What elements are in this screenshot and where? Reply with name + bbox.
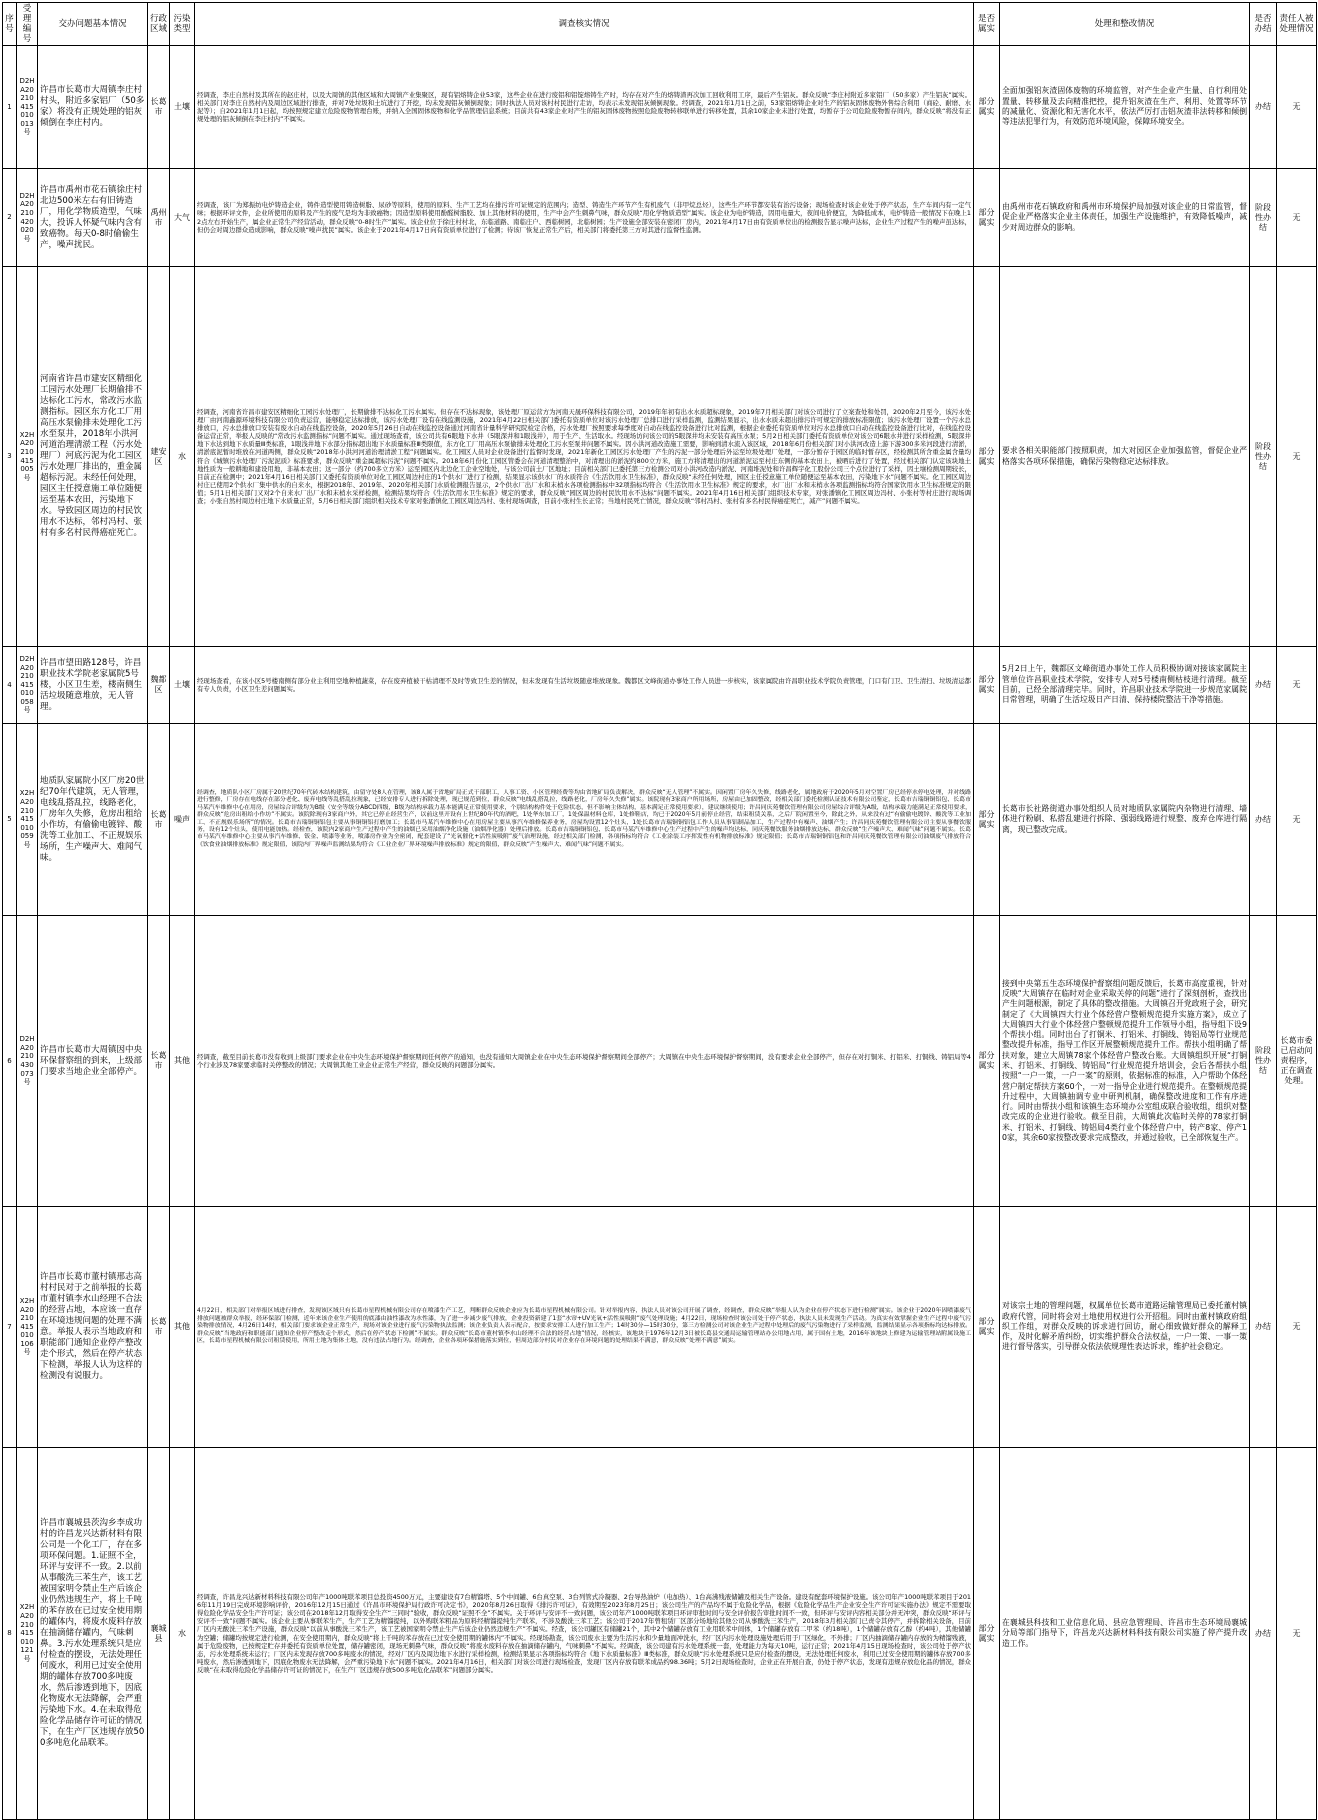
cell-accountability: 无 (1277, 46, 1317, 169)
cell-investigation: 经现场查看，在该小区5号楼南侧有部分业主利用空地种植蔬菜，存在废弃植被干枯清理不及时等致卫生差的情况，但未发现有生活垃圾随意堆放现象。魏都区文峰街道办事处工作人员进一步核实，该家属院由许昌职业技术学院负责管理，门口有门卫、卫生清扫、垃圾清运都有专人负责，小区卫生差问题属实。 (195, 647, 974, 724)
cell-issue: 许昌市长葛市大周镇李庄村村头，附近多家铝厂（50多家）将没有正规处理的铝灰倾倒在李庄村内。 (38, 46, 148, 169)
cell-district: 长葛市 (148, 724, 170, 916)
table-header-row (3, 3, 1317, 46)
cell-id: X2HA20210415010059号 (17, 724, 38, 916)
header-seq: 序号 (3, 3, 17, 46)
cell-investigation: 经调查，截至目前长葛市没有收到上级部门要求企业在中央生态环境保护督察期间任何停产的通知，也没有通知大周镇企业在中央生态环境保护督察期间全部停产；大周镇在中央生态环境保护督察期间，没有要求企业全部停产，但存在对打铜米、打铝米、打铜线、铸铝局等4个行业涉及78家要求临时关停整改的情况；大周镇其他工业企业正常生产经营，群众反映的问题部分属实。 (195, 916, 974, 1207)
cell-district: 长葛市 (148, 916, 170, 1207)
table-row (3, 1207, 1317, 1448)
cell-district: 长葛市 (148, 46, 170, 169)
cell-handling: 要求各相关职能部门按照职责，加大对园区企业加强监管，督促企业严格落实各项环保措施，确保污染物稳定达标排放。 (1000, 267, 1250, 647)
table-row (3, 916, 1317, 1207)
cell-handling: 由禹州市花石镇政府和禹州市环境保护局加强对该企业的日常监管，督促企业严格落实企业主体责任，加强生产设施维护，有效降低噪声，减少对周边群众的影响。 (1000, 169, 1250, 267)
cell-investigation: 经调查，地质队小区厂房属于20世纪70年代砖木结构建筑，由留守处8人在管理，该8人属于省地矿局正式干部职工，人事工资、小区管理经费等均由省地矿局负责解决，群众反映“无人管理”不属实。因闲置厂房年久失修，线路老化，属地政府于2020年5月对空置厂房已经停水停电处理，并对线路进行整修，厂房存在电线存在部分老化、废弃电线等乱搭乱拉现象，已经安排专人进行拆除处理，现已规范到位，群众反映“电线乱搭乱拉，线路老化，厂房年久失修”属实。该院现有3家商户所用场所，房屋由已加固整改，经相关部门委托检测认证技术有限公司鉴定，长葛市吉瑞铜铜铝包、长葛市马某汽车维修中心在用房，房屋综合评级均为B级（安全等级分ABCD四级，B级为结构承载力基本能满足正常使用要求，个别结构构件处于危险状态，但不影响主体结构，基本满足正常使用要求），建议继续使用；许昌同庆苑餐饮管理有限公司房屋综合评级为A级，结构承载力能满足正常使用要求，群众反映“危房出租给小作坊”不属实。该院除现有3家商户外，其它已停止经营生产，以前这里开设有上世纪80年代的酒吧，1处华东加工厂，1处保温材料仓库，1处修鞋店，均已于2020年5月前停止经营，结束租赁关系，之后厂院闲置至今，除此之外，从来没有过“有偷偷电镀锌、酸洗等工业加工、不正规娱乐场所”的情况。长葛市吉瑞铜铜铝包主要从事铜铜铝打磨加工；长葛市马某汽车维修中心在用房屋主要从事汽车维修保养业务，房屋均设置12个灶头，1处长葛市吉瑞铜铜铝包工作人员从事铝制品加工，生产过程中有噪声、油烟产生；许昌同庆苑餐饮管理有限公司主要从事餐饮服务，设有12个灶头，使用电能加热。经检查，该院内2家商户生产过程中产生的油烟已采用油烟净化设施（油烟净化器）处理后排放。长葛市吉瑞铜铜铝包、长葛市马某汽车维修中心生产过程中产生的噪声均达标，同庆苑餐饮服务油烟排放达标，群众反映“生产噪声大、难闻气味”问题不属实。长葛市马某汽车维修中心主要从事汽车维修、钣金、喷漆等业务，喷漆房作业为全密闭，配套建设了“光氧催化+活性炭吸附”废气治理设施，经过相关部门检测，各项指标均符合《工业涂装工序挥发性有机物排放标准》规定限值；长葛市吉瑞铜铜铝包和许昌同庆苑餐饮管理有限公司油烟废气排放符合《饮食业油烟排放标准》规定限值，该院内厂界噪声监测结果均符合《工业企业厂界环境噪声排放标准》规定的限值，群众反映“产生噪声大、难闻气味”问题不属实。 (195, 724, 974, 916)
cell-seq: 3 (3, 267, 17, 647)
cell-handling: 在襄城县科技和工业信息化局、县应急管理局、许昌市生态环境局襄城分局等部门指导下，许昌龙兴达新材料科技有限公司实施了停产提升改造工作。 (1000, 1448, 1250, 1820)
table-row (3, 1448, 1317, 1820)
complaint-table (2, 2, 1317, 1820)
cell-handling: 对该宗土地的管理问题，权属单位长葛市道路运输管理局已委托董村镇政府代管，同时将会对土地使用权进行公开招租。同时由董村镇政府组织工作组，对群众反映的诉求进行回访，耐心细致做好群众的解释工作，及时化解矛盾纠纷，切实维护群众合法权益，一户一策、一事一策进行督导落实，引导群众依法依规理性表达诉求，维护社会稳定。 (1000, 1207, 1250, 1448)
cell-handling: 5月2日上午，魏都区文峰街道办事处工作人员积极协调对接该家属院主管单位许昌职业技术学院，安排专人对5号楼南侧枯枝进行清理。截至目前，已经全部清理完毕。同时，许昌职业技术学院进一步规范家属院日常管理，明确了生活垃圾日产日清、保持楼院整洁干净等措施。 (1000, 647, 1250, 724)
cell-id: D2HA20210430073号 (17, 916, 38, 1207)
cell-accountability: 无 (1277, 647, 1317, 724)
cell-investigation: 4月22日，相关部门对举报区域进行排查，发现该区域只有长葛市星程机械有限公司存在喷漆生产工艺，判断群众反映企业应为长葛市星程机械有限公司。针对举报内容，执法人员对该公司开展了调查，经调查，群众反映“举报人认为企业在停产状态下进行检测”属实。该企业于2020年因喷漆废气排放问题被群众举报，经环保部门检测，近年来该企业生产使用的底漆由油性漆改为水性漆，为了进一步减少废气排放，企业投资新建了1套“水帘+UV光氧+活性炭吸附”废气处理设施；4月22日，现场检查时该公司处于停产状态，执法人员未发现生产活动。为真实有效掌握企业生产过程中废气污染物排放情况，4月26日14时，相关部门要求该企业正常生产，现场对该企业进行废气污染物执法监测；该企业负责人表示配合，按要求安排工人进行加工生产；14时30分—15时30分，第三方检测公司对该企业生产过程中处理后的废气污染物进行了采样监测，监测结果显示各项指标均达标排放。群众反映“当地政府和职能部门通知企业停产整改走个形式，然后在停产状态下检测”不属实。群众反映“长葛市董村镇李水山经理不合法的经营占地”情况，经核实，该地块于1976年12月3日被长葛县交通局运输管理站办公用地占用，属于国有土地，2016年该地块上修建为运输管理站附属设施工区，长葛市星程机械有限公司租赁使用，所用土地为集体土地，没有违法占地行为。经调查，企业各项环保措施落实到位，但周边部分村民对企业存在环境问题的处理结果不满意，群众反映“处理不满意”属实。 (195, 1207, 974, 1448)
cell-handling: 长葛市长社路街道办事处组织人员对地质队家属院内杂物进行清理、墙体进行粉刷、私搭乱建进行拆除、强弱线路进行规整、废弃仓库进行隔离，现已整改完成。 (1000, 724, 1250, 916)
cell-district: 魏都区 (148, 647, 170, 724)
cell-seq: 2 (3, 169, 17, 267)
cell-district: 襄城县 (148, 1448, 170, 1820)
cell-issue: 许昌市望田路128号，许昌职业技术学院老家属院5号楼，小区卫生差，楼南侧生活垃圾随意堆放，无人管理。 (38, 647, 148, 724)
cell-pollution: 其他 (170, 1207, 195, 1448)
cell-seq: 8 (3, 1448, 17, 1820)
cell-accountability: 无 (1277, 267, 1317, 647)
header-district: 行政区域 (148, 3, 170, 46)
cell-pollution: 水 (170, 1448, 195, 1820)
cell-seq: 5 (3, 724, 17, 916)
cell-issue: 许昌市长葛市董村镇邢志高村村民对于之前举报的长葛市董村镇李水山经理不合法的经营占地，本应该一直存在环境违规问题的处理不满意。举报人表示当地政府和职能部门通知企业停产整改走个形式，然后在停产状态下检测，举报人认为这样的检测没有说服力。 (38, 1207, 148, 1448)
cell-verified: 部分属实 (974, 916, 1000, 1207)
cell-handling: 全面加强铝灰渣固体废物的环境监管，对产生企业产生量、自行利用处置量、转移量及去向精准把控，提升铝灰渣在生产、利用、处置等环节的减量化、资源化和无害化水平，依法严厉打击铝灰渣非法转移和倾倒等违法犯罪行为，有效防范环境风险，保障环境安全。 (1000, 46, 1250, 169)
cell-verified: 部分属实 (974, 169, 1000, 267)
header-accountability: 责任人被处理情况 (1277, 3, 1317, 46)
cell-accountability: 无 (1277, 1448, 1317, 1820)
cell-district: 长葛市 (148, 1207, 170, 1448)
cell-handling: 接到中央第五生态环境保护督察组问题反馈后，长葛市高度重视，针对反映“大周镇存在临时对企业采取关停的问题”进行了深刻剖析，查找出产生问题根源，制定了具体的整改措施。大周镇召开党政班子会，研究制定了《大周镇四大行业个体经营户整顿规范提升实施方案》，成立了大周镇四大行业个体经营户整顿规范提升工作领导小组，指导组下设9个帮扶小组。同时出台了打铜米、打铝米、打铜线、铸铝局等行业规范整改提升标准，指导工作区开展整顿规范提升工作。帮扶小组明确了帮扶对象，建立大周镇78家个体经营户整改台账。大周镇组织开展“打铜米、打铝米、打铜线、铸铝局”行业规范提升培训会，会后各帮扶小组按照“一户一策，一户一案”的原则，依据标准的标准，入户帮助个体经营户制定帮扶方案60个，一对一指导企业进行规范提升。在整顿规范提升过程中，大周镇抽调专业中研判机制，确保整改进度和工作有序进行。同时由帮扶小组和该镇生态环境办公室组成联合验收组，组织对整改完成的企业进行验收。截至目前，大周镇此次临时关停的78家打铜米、打铝米、打铜线、铸铝局4类行业个体经营户中，转产8家、停产10家，其余60家按整改要求完成整改，并通过验收，已全部恢复生产。 (1000, 916, 1250, 1207)
cell-issue: 许昌市长葛市大周镇因中央环保督察组的到来，上级部门要求当地企业全部停产。 (38, 916, 148, 1207)
header-handling: 处理和整改情况 (1000, 3, 1250, 46)
table-row (3, 169, 1317, 267)
cell-id: D2HA20210415010013号 (17, 46, 38, 169)
cell-seq: 7 (3, 1207, 17, 1448)
cell-investigation: 经调查，河南省许昌市建安区精细化工园污水处理厂，长期偷排不达标化工污水属实。但存在不达标现象，该处理厂原运营方为河南天晟环保科技有限公司，2019年年初有出水水质超标现象，2019年7月相关部门对该公司进行了立案查处和处罚，2020年2月至今，该污水处理厂由河南鑫源环境科技有限公司负责运营，能够稳定达标排放，该污水处理厂设有在线监测设施，2021年4月22日相关部门委托有资质单位对该污水处理厂总排口进行采样监测，监测结果显示，出水水质未超出排污许可规定的排放标准限值；该污水处理厂设置一个污水总排放口，污水总排放口安装有废水自动在线监控设备，2020年5月26日自动在线监控设备通过河南省计量科学研究院检定合格，污水处理厂按照要求每季度对自动在线监控设备进行比对监测，根据企业委托有资质单位对污水总排放口自动在线监控设备进行比对，在线监控设备运营正常，举报人反映的“常改污水监测指标”问题不属实。通过现场查看，该公司共有6眼地下水井（5眼深井和1眼浅井），用于生产、生活取水。经现场访问该公司的5眼深井均未安装有高压水泵；5月2日相关部门委托有资质单位对该公司6眼水井进行采样检测，5眼深井地下水达到地下水质量Ⅲ类标准，1眼浅井地下水部分指标超出地下水质量标准Ⅲ类限值，东方化工厂用高压水泵偷排未处理化工污水至泵井问题不属实。因小洪河道改造施工需要，影响到清水流入该区域，2018年6月份相关部门对小洪河改造上游下游300多米河段进行清淤，清淤底泥暂时堆放在河道两侧，群众反映“2018年小洪河河道治理清淤工程”问题属实。化工园区人员对企业设备进行监督时发现，2021年新化工园区污水处理厂产生的污泥一部分处理后外运至垃圾处理厂处理，一部分暂存于园区的临时暂存区，经检测其所含重金属含量均符合《城镇污水处理厂污泥泥质》标准要求，群众反映“重金属超标污泥”问题不属实。2018年6月份化工园区管委会在河道清理整治中，对清理出的淤泥约800立方米，施工方将清理出的河道淤泥运至村庄东侧的基本农田上，被晒后进行了处置，经过相关部门认定该块地土地性质为一般耕地和建设用地，非基本农田；这一部分（约700多立方米）运至园区内北边化工企业空地处，与该公司前土厂区地址；目前相关部门已委托第三方检测公司对小洪河改造内淤泥、河南堆泥处和许昌辉宇化工股份公司三个点位进行了采样，因土壤检测周期较长，目前正在检测中；2021年4月16日相关部门又委托有资质单位对化工园区周边村庄的1个供水厂进行了检测，结果显示该供水厂的水质符合《生活饮用水卫生标准》，群众反映“未经任何处理，园区主任授意施工单位随便运至基本农田，污染地下水”问题不属实。化工园区周边村庄已使用2个供水厂集中供水的自来水，根据2018年、2019年、2020年相关部门水质检测报告显示，2个供水厂出厂水和末梢水各项检测指标中32项指标均符合《生活饮用水卫生标准》规定的要求，水厂出厂水和末梢水各项监测指标均符合国家饮用水卫生标准规定的限值；5月1日相关部门又对2个自来水厂出厂水和末梢水采样检测，检测结果均符合《生活饮用水卫生标准》规定的要求，群众反映“园区周边的村民饮用水不达标”问题不属实。2021年4月16日相关部门组织技术专家，对张潘镇化工园区周边冯村、小张村等村庄进行现场调查；小张自然村周边村庄地下水质量正常，5月6日相关部门组织相关技术专家对张潘镇化工园区周边冯村、张村现场调查，目前小张村生长正常；当地村民死亡情况，群众反映“邻村冯村、张村有多名村民得癌症死亡，减产”问题不属实。 (195, 267, 974, 647)
cell-investigation: 经调查，李庄自然村及其所在的赵庄村，以及大周镇的其他区域和大周镇产业集聚区，现有铝熔铸企业53家，这些企业在进行废铝和铝锭熔铸生产时，均存在对产生的熔铸渣再次加工回收利用工序，最后产生铝灰。群众反映“李庄村附近多家铝厂（50多家）产生铝灰”属实。相关部门对李庄自然村内及周边区域进行排查，并对7处垃圾和土坑进行了开挖，均未发现铝灰倾倒现象；同时执法人员对该村村民进行走访，均表示未发现铝灰倾倒现象。经调查，2021年1月1日之前，53家铝熔铸企业对生产的铝灰固体废物外售综合利用（商砼、耐磨、水泥等）；自2021年1月1日起，均按照规定建立危险废物管理台账，并纳入全国固体废物和化学品管理信息系统；目前共有43家企业对产生的铝灰固体废物按照危险废物转移联单进行转移处置，其余10家企业未进行处置，均暂存于公司危险废物暂存间内，群众反映“将没有正规处理的铝灰倾倒在李庄村内”不属实。 (195, 46, 974, 169)
cell-issue: 许昌市襄城县茨沟乡李成功村的许昌龙兴达新材料有限公司是一个化工厂，存在多项环保问题。1.证照不全，环评与安评不一致。2.以前从事酸洗三苯生产，该工艺被国家明令禁止生产后该企业仍然违规生产，将上千吨的苯存放在已过安全使用期的罐体内，将废水废料存放在抽滴储存罐内，气味刺鼻。3.污水处理系统只是应付检查的摆设，无法处理任何废水，利用已过安全使用期的罐体存放700多吨废水，然后渗透到地下，因底化物废水无法降解，会严重污染地下水。4.在未取得危险化学品储存许可证的情况下，在生产厂区违规存放500多吨危化品联苯。 (38, 1448, 148, 1820)
cell-seq: 1 (3, 46, 17, 169)
cell-accountability: 无 (1277, 724, 1317, 916)
cell-district: 禹州市 (148, 169, 170, 267)
table-row (3, 724, 1317, 916)
cell-accountability: 无 (1277, 169, 1317, 267)
cell-verified: 部分属实 (974, 724, 1000, 916)
cell-issue: 地质队家属院小区厂房20世纪70年代建筑，无人管理，电线乱搭乱拉，线路老化，厂房年久失修，危房出租给小作坊，有偷偷电镀锌、酸洗等工业加工、不正规娱乐场所，生产噪声大、难闻气味。 (38, 724, 148, 916)
cell-settled: 办结 (1250, 1207, 1277, 1448)
header-settled: 是否办结 (1250, 3, 1277, 46)
cell-district: 建安区 (148, 267, 170, 647)
cell-verified: 部分属实 (974, 46, 1000, 169)
cell-settled: 阶段性办结 (1250, 267, 1277, 647)
cell-settled: 阶段性办结 (1250, 169, 1277, 267)
header-pollution: 污染类型 (170, 3, 195, 46)
cell-pollution: 土壤 (170, 647, 195, 724)
cell-issue: 许昌市禹州市花石镇徐庄村北边500米左右有旧铸造厂，用化学物质造型，气味大，投诉人怀疑气味内含有致癌物。每天0-8时偷偷生产，噪声扰民。 (38, 169, 148, 267)
cell-investigation: 经调查，该厂为郑振纺电炉铸造企业，铸件造型使用铸造树脂、尿砂等原料，使用的原料、生产工艺均在排污许可证规定的范围内；造型、铸造生产环节产生有机废气（非甲烷总烃），这些生产环节都安装有治污设备；现场检查时该企业处于停产状态，生产车间内有一定气味；根据环评文件，企业所使用的原料及产生的废气是均为非致癌物；因造型原料使用酚醛树脂胶、加上其他材料的使用，生产中会产生刺鼻气味，群众反映“用化学物质造型”属实。该企业为电炉铸造，因用电量大，夜间电价便宜，为降低成本，电炉铸造一般情况下在晚上12点左右开始生产，属企业正常生产经营活动，群众反映“0-8时生产”属实。该企业位于徐庄村村北，东临道路、南临庄户、西临树园，北临树园；生产设施全部安装在密闭厂房内，2021年4月17日由有资质单位出的检测报告显示噪声达标，企业生产过程产生的噪声虽达标，但仍会对周边群众造成影响，群众反映“噪声扰民”属实。该企业于2021年4月17日向有资质单位进行了检测；待该厂恢复正常生产后，相关部门将委托第三方对其进行监督性监测。 (195, 169, 974, 267)
cell-seq: 4 (3, 647, 17, 724)
cell-id: X2HA20210415010106号 (17, 1207, 38, 1448)
cell-verified: 部分属实 (974, 647, 1000, 724)
cell-issue: 河南省许昌市建安区精细化工园污水处理厂长期偷排不达标化工污水，常改污水监测指标。园区东方化工厂用高压水泵偷排未处理化工污水至泵井，2018年小洪河河道治理清淤工程（污水处理厂）河底污泥为化工园区污水处理厂排出的，重金属超标污泥。未经任何处理，园区主任授意施工单位随便运至基本农田，污染地下水。导致园区周边的村民饮用水不达标，邻村冯村、张村有多名村民得癌症死亡。 (38, 267, 148, 647)
cell-verified: 部分属实 (974, 1448, 1000, 1820)
header-issue: 交办问题基本情况 (38, 3, 148, 46)
cell-settled: 办结 (1250, 46, 1277, 169)
table-row (3, 46, 1317, 169)
table-row (3, 647, 1317, 724)
cell-pollution: 土壤 (170, 46, 195, 169)
header-id: 受理编号 (17, 3, 38, 46)
cell-pollution: 水 (170, 267, 195, 647)
cell-pollution: 大气 (170, 169, 195, 267)
cell-id: D2HA20210420020号 (17, 169, 38, 267)
cell-investigation: 经调查，许昌龙兴达新材料科技有限公司年产1000吨联苯项目总投资4500万元，主要建设有7台精馏塔、5个中间罐、6台真空泵、3台列管式冷凝器、2台导热油炉（电加热）、1台高沸残液储罐及相关生产设备。建设有配套环境保护设施。该公司年产1000吨联苯项目于2016年11月19日完成环境影响评价，2016年12月15日通过《许昌市环境保护局行政许可决定书》，2020年8月26日取得《排污许可证》，有效期至2023年8月25日；该公司生产的产品均不属于危险化学品，根据《危险化学品生产企业安全生产许可证实施办法》规定不需要取得危险化学品安全生产许可证；该公司在2018年12月取得安全生产“三同时”验收，群众反映“证照不全”不属实。关于环评与安评不一致问题，该公司年产1000吨联苯项目环评审批时间与安全评价报告审批时间不一致，但环评与安评内容相关部分并无冲突，群众反映“环评与安评不一致”问题不属实。该企业主要从事联苯生产，生产工艺为精馏提纯，以外购联苯粗品为原料经精馏提纯生产联苯，不涉及酸洗三苯工艺；该公司于2017年曾租赁厂区部分场地给其他公司从事酸洗三苯生产，2018年3月相关部门已责令其停产，并拆除相关设备，目前厂区内无酸洗三苯生产设施，群众反映“以前从事酸洗三苯生产，该工艺被国家明令禁止生产后该企业仍然违规生产”不属实。经查，该公司罐区有储罐21个，其中2个储罐存放有工业用联苯中间体，1个储罐存放有二甲苯（约18吨），1个储罐存放有乙醇（约4吨），其他储罐为空罐；储罐均按规定进行检测，在安全使用期内，群众反映“将上千吨的苯存放在已过安全使用期的罐体内”不属实。经现场勘查，该公司废水主要为生活污水和少量地面冲洗水，经厂区内污水处理设施处理后用于厂区绿化，不外排；厂区内抽滴储存罐内存放的为精馏残液，属于危险废物，已按规定贮存并委托有资质单位处置，储存罐密闭，现场无刺鼻气味，群众反映“将废水废料存放在抽滴储存罐内，气味刺鼻”不属实。经调查，该公司建有污水处理系统一套，处理能力为每天10吨，运行正常；2021年4月15日现场检查时，该公司处于停产状态，污水处理系统未运行；厂区内未发现存放700多吨废水的情况，经对厂区内及周边地下水进行采样检测，检测结果显示各项指标均符合《地下水质量标准》Ⅲ类标准，群众反映“污水处理系统只是应付检查的摆设，无法处理任何废水，利用已过安全使用期的罐体存放700多吨废水，然后渗透到地下，因底化物废水无法降解，会严重污染地下水”问题不属实。2021年4月16日，相关部门对该公司进行现场检查，发现厂区内存放有联苯成品约98.36吨；5月2日现场检查时，企业正在开展自查，仍处于停产状态，发现有违规存放危化品的情况，群众反映“在未取得危险化学品储存许可证的情况下，在生产厂区违规存放500多吨危化品联苯”问题部分属实。 (195, 1448, 974, 1820)
cell-settled: 办结 (1250, 724, 1277, 916)
header-investigation: 调查核实情况 (195, 3, 974, 46)
cell-id: X2HA20210415005号 (17, 267, 38, 647)
cell-pollution: 噪声 (170, 724, 195, 916)
cell-verified: 部分属实 (974, 1207, 1000, 1448)
cell-pollution: 其他 (170, 916, 195, 1207)
cell-verified: 部分属实 (974, 267, 1000, 647)
cell-accountability: 长葛市委已启动问责程序，正在调查处理。 (1277, 916, 1317, 1207)
cell-seq: 6 (3, 916, 17, 1207)
header-verified: 是否属实 (974, 3, 1000, 46)
cell-id: D2HA20210415010058号 (17, 647, 38, 724)
cell-id: X2HA20210415010121号 (17, 1448, 38, 1820)
table-row (3, 267, 1317, 647)
cell-settled: 办结 (1250, 647, 1277, 724)
cell-settled: 办结 (1250, 1448, 1277, 1820)
cell-accountability: 无 (1277, 1207, 1317, 1448)
cell-settled: 阶段性办结 (1250, 916, 1277, 1207)
